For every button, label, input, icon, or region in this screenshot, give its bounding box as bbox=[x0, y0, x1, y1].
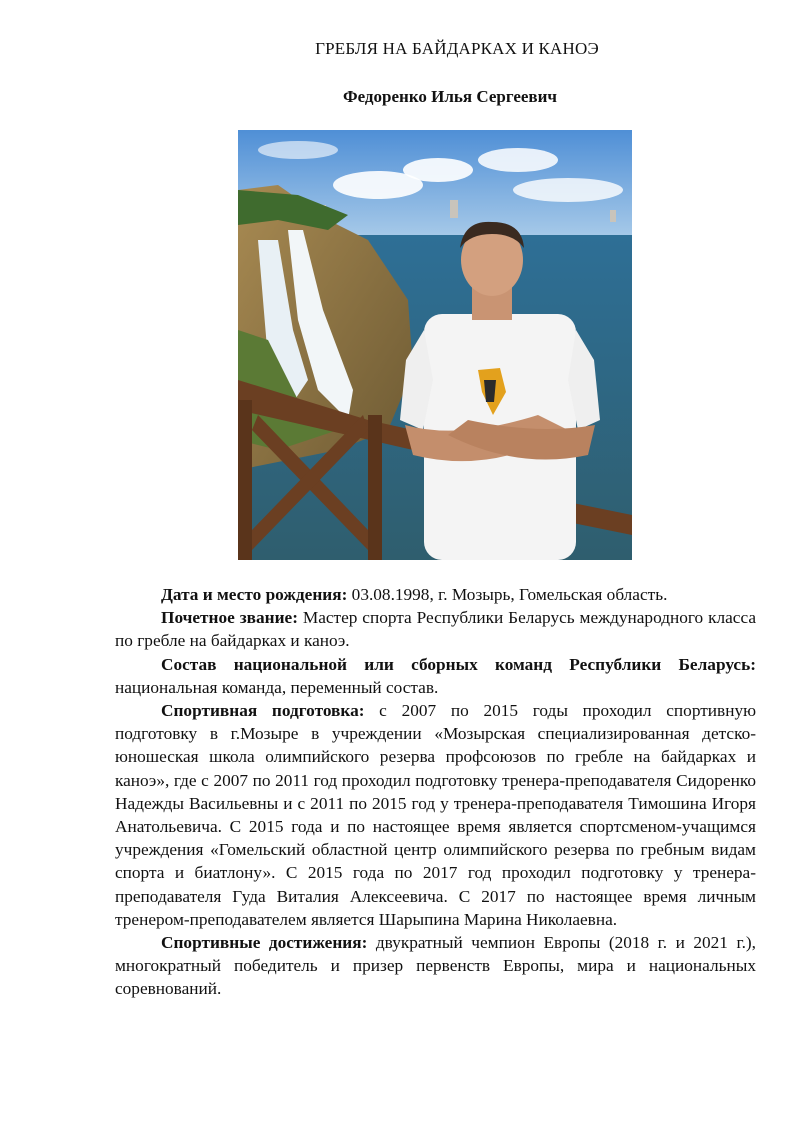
title-text: Мастер спорта Республики Беларусь международного класса по гребле на байдарках и каноэ. bbox=[115, 608, 756, 651]
biography bbox=[115, 583, 756, 1001]
title-paragraph bbox=[115, 606, 756, 652]
achievements-paragraph bbox=[115, 931, 756, 1001]
sport-title: ГРЕБЛЯ НА БАЙДАРКАХ И КАНОЭ bbox=[315, 39, 599, 58]
training-paragraph bbox=[115, 699, 756, 931]
birth-label: Дата и место рождения: bbox=[161, 585, 348, 604]
achievements-label: Спортивные достижения: bbox=[161, 933, 368, 953]
athlete-name: Федоренко Илья Сергеевич bbox=[343, 87, 557, 106]
athlete-photo bbox=[238, 130, 632, 560]
training-text: с 2007 по 2015 годы проходил спортивную подготовку в г.Мозыре в учреждении «Мозырская специализированная детско-юношеская школа олимпийского резерва профсоюзов по гребле на байдарках и каноэ», где с 2007 по 2011 год проходил подготовку тренера-преподавателя Сидоренко Надежды Васильевны и с 2011 по 2015 год у тренера-преподавателя Тимошина Игоря Анатольевича. С 2015 года и по настоящее время является спортсменом-учащимся учреждения «Гомельский областной центр олимпийского резерва по гребным видам спорта и биатлону». С 2015 года по 2017 год проходил подготовку у тренера-преподавателя Гуда Виталия Алексеевича. С 2017 по настоящее время личным тренером-преподавателем является Шарыпина Марина Николаевна. bbox=[115, 701, 756, 929]
training-label: Спортивная подготовка: bbox=[161, 701, 365, 721]
team-text: национальная команда, переменный состав. bbox=[115, 677, 439, 697]
title-label: Почетное звание: bbox=[161, 608, 298, 628]
birth-text: 03.08.1998, г. Мозырь, Гомельская область. bbox=[347, 585, 668, 604]
birth-paragraph bbox=[115, 583, 756, 606]
achievements-text: двукратный чемпион Европы (2018 г. и 2021 г.), многократный победитель и призер первенств Европы, мира и национальных соревнований. bbox=[115, 933, 756, 999]
team-label: Состав национальной или сборных команд Республики Беларусь: bbox=[161, 654, 756, 674]
team-paragraph bbox=[115, 653, 756, 699]
